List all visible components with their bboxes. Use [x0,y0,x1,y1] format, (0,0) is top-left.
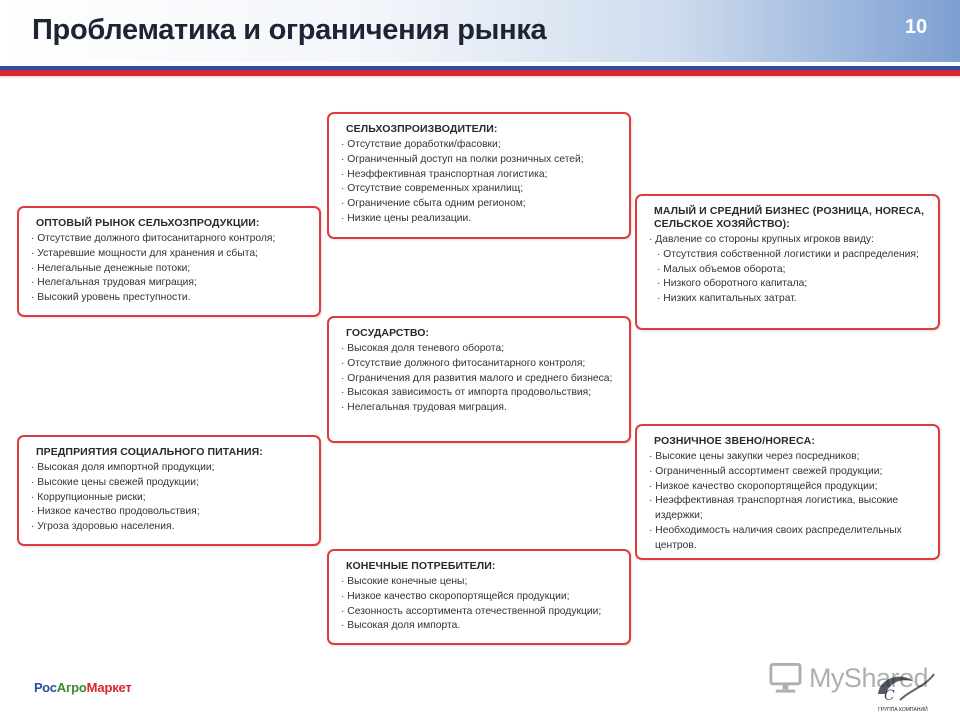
company-label: ГРУППА КОМПАНИЙ [878,707,928,713]
list-item: · Малых объемов оборота; [647,263,928,278]
list-item: · Высокая доля импорта. [339,619,619,634]
card-producers [327,112,631,239]
list-item: · Отсутствие доработки/фасовки; [339,138,619,153]
card-title: ОПТОВЫЙ РЫНОК СЕЛЬХОЗПРОДУКЦИИ: [36,217,260,229]
brand-logo-part2: Агро [56,680,87,695]
list-item: · Низкое качество продовольствия; [29,505,309,520]
list-item: · Устаревшие мощности для хранения и сбыта; [29,247,309,262]
list-item: · Отсутствие современных хранилищ; [339,182,619,197]
list-item: · Низкое качество скоропортящейся продукции; [339,590,619,605]
list-item: · Высокая доля теневого оборота; [339,342,619,357]
card-list [29,461,309,535]
list-item: · Высокие цены закупки через посредников; [647,450,928,465]
card-title [647,205,928,231]
company-emblem-icon [870,664,940,714]
card-title: ПРЕДПРИЯТИЯ СОЦИАЛЬНОГО ПИТАНИЯ: [36,446,263,458]
card-list [339,342,619,416]
list-item: · Высокая доля импортной продукции; [29,461,309,476]
card-retail-horeca [635,424,940,560]
card-state [327,316,631,443]
list-item: · Высокая зависимость от импорта продовольствия; [339,386,619,401]
list-item: · Отсутствие должного фитосанитарного контроля; [29,232,309,247]
list-item: · Низкое качество скоропортящейся продукции; [647,480,928,495]
list-item: · Коррупционные риски; [29,491,309,506]
card-list [647,233,928,307]
card-small-medium-business [635,194,940,330]
card-end-consumers [327,549,631,645]
list-item: · Сезонность ассортимента отечественной продукции; [339,605,619,620]
page-number: 10 [904,16,928,38]
card-list [29,232,309,306]
card-title: РОЗНИЧНОЕ ЗВЕНО/HORECA: [654,435,815,447]
list-item: · Ограничение сбыта одним регионом; [339,197,619,212]
card-list [339,575,619,634]
card-title-line2: СЕЛЬСКОЕ ХОЗЯЙСТВО): [654,218,790,230]
stripe-divider [0,76,960,78]
list-item: · Ограничения для развития малого и среднего бизнеса; [339,372,619,387]
list-item: · Низкие цены реализации. [339,212,619,227]
brand-logo [34,680,132,695]
card-title: ГОСУДАРСТВО: [346,327,430,339]
company-logo [870,664,940,714]
watermark-text: MyShared [808,662,928,693]
list-item: · Неэффективная транспортная логистика, высокие издержки; [647,494,928,524]
list-item: · Угроза здоровью населения. [29,520,309,535]
list-item: · Отсутствие должного фитосанитарного контроля; [339,357,619,372]
list-item: · Нелегальная трудовая миграция; [29,276,309,291]
card-title: СЕЛЬХОЗПРОИЗВОДИТЕЛИ: [346,123,498,135]
list-item: · Ограниченный доступ на полки розничных сетей; [339,153,619,168]
svg-text:С: С [884,688,895,704]
list-item: · Низкого оборотного капитала; [647,277,928,292]
list-item: · Ограниченный ассортимент свежей продукции; [647,465,928,480]
list-item: · Неэффективная транспортная логистика; [339,168,619,183]
card-wholesale-market [17,206,321,317]
list-item: · Высокий уровень преступности. [29,291,309,306]
brand-logo-part3: Маркет [86,680,132,695]
list-item: · Высокие цены свежей продукции; [29,476,309,491]
card-title-line1: МАЛЫЙ И СРЕДНИЙ БИЗНЕС (РОЗНИЦА, HORECA, [654,205,925,217]
list-item: · Отсутствия собственной логистики и распределения; [647,248,928,263]
card-list [647,450,928,554]
list-item: · Высокие конечные цены; [339,575,619,590]
list-item: · Давление со стороны крупных игроков ввиду: [647,233,928,248]
card-title: КОНЕЧНЫЕ ПОТРЕБИТЕЛИ: [346,560,496,572]
list-item: · Нелегальные денежные потоки; [29,262,309,277]
list-item: · Нелегальная трудовая миграция. [339,401,619,416]
page-title: Проблематика и ограничения рынка [32,14,547,46]
brand-logo-part1: Рос [34,680,57,695]
presentation-icon [768,661,803,695]
list-item: · Необходимость наличия своих распределительных центров. [647,524,928,554]
header-bar [0,0,960,62]
card-list [339,138,619,227]
card-social-catering [17,435,321,546]
list-item: · Низких капитальных затрат. [647,292,928,307]
